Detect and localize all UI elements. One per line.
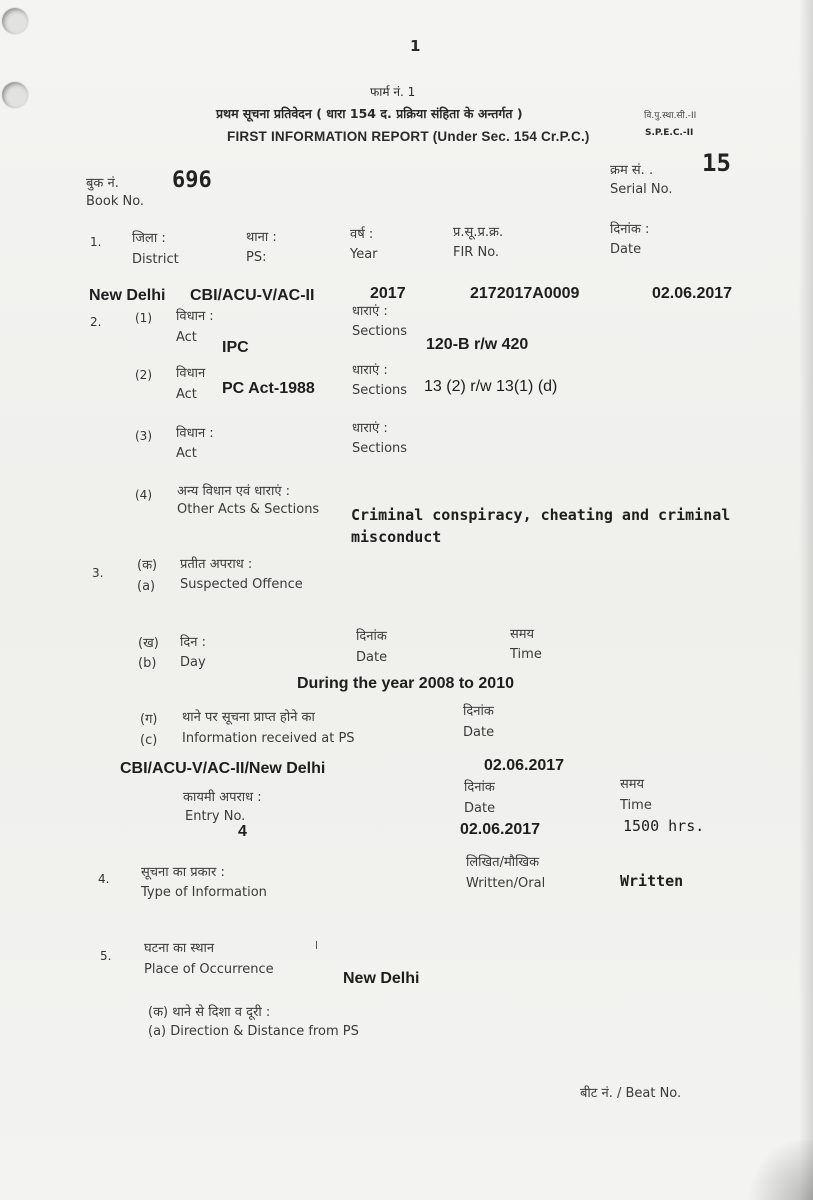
- ink-mark: [316, 941, 317, 949]
- page-number: 1: [410, 37, 421, 55]
- other-acts-label-hindi: अन्य विधान एवं धाराएं :: [177, 484, 291, 499]
- entry-time-label-english: Time: [620, 798, 652, 813]
- offence-time-label-hindi: समय: [510, 627, 535, 642]
- item-3c-index-english: (c): [140, 733, 158, 748]
- suspected-offence-label-english: Suspected Offence: [180, 577, 303, 592]
- fir-date-value: 02.06.2017: [652, 285, 733, 302]
- sections-1-label-english: Sections: [352, 324, 408, 339]
- act-1-label-hindi: विधान :: [176, 309, 214, 324]
- entry-label-hindi: कायमी अपराध :: [183, 790, 262, 805]
- item-2-number: 2.: [90, 315, 102, 329]
- punch-hole: [2, 8, 28, 34]
- entry-date-label-english: Date: [464, 801, 496, 816]
- place-label-hindi: घटना का स्थान: [144, 941, 215, 956]
- info-type-label-hindi: सूचना का प्रकार :: [141, 865, 225, 880]
- info-date-value: 02.06.2017: [484, 757, 565, 774]
- ps-value: CBI/ACU-V/AC-II: [190, 287, 315, 304]
- entry-time-value: 1500 hrs.: [623, 817, 705, 835]
- item-3a-index-english: (a): [137, 579, 156, 594]
- other-acts-index: (4): [135, 488, 152, 502]
- info-received-label-hindi: थाने पर सूचना प्राप्त होने का: [182, 710, 315, 725]
- info-received-label-english: Information received at PS: [182, 731, 355, 746]
- written-oral-label-english: Written/Oral: [466, 876, 546, 891]
- spec-hindi: वि.पु.स्था.सी.-II: [644, 111, 697, 121]
- date-label-english: Date: [610, 242, 642, 257]
- fir-label-english: FIR No.: [453, 245, 500, 260]
- item-4-number: 4.: [98, 872, 110, 886]
- entry-number-value: 4: [238, 823, 247, 840]
- place-label-english: Place of Occurrence: [144, 962, 274, 977]
- year-label-english: Year: [350, 247, 378, 262]
- sections-1-label-hindi: धाराएं :: [352, 304, 388, 319]
- punch-hole: [2, 82, 28, 108]
- district-label-hindi: जिला :: [132, 231, 166, 246]
- direction-label-hindi: (क) थाने से दिशा व दूरी :: [148, 1005, 271, 1020]
- sections-1-value: 120-B r/w 420: [426, 336, 529, 353]
- district-value: New Delhi: [89, 287, 166, 304]
- info-type-label-english: Type of Information: [141, 885, 267, 900]
- act-2-label-english: Act: [176, 387, 197, 402]
- serial-label-hindi: क्रम सं. .: [610, 163, 654, 178]
- district-label-english: District: [132, 252, 179, 267]
- item-5-number: 5.: [100, 949, 112, 963]
- act-1-index: (1): [135, 311, 152, 325]
- book-label-hindi: बुक नं.: [86, 176, 119, 191]
- sections-2-value: 13 (2) r/w 13(1) (d): [424, 378, 558, 395]
- day-label-english: Day: [180, 655, 206, 670]
- act-3-label-hindi: विधान :: [176, 426, 214, 441]
- item-3c-index-hindi: (ग): [140, 712, 158, 727]
- day-label-hindi: दिन :: [180, 635, 206, 650]
- offence-period-value: During the year 2008 to 2010: [297, 675, 514, 692]
- other-acts-label-english: Other Acts & Sections: [177, 502, 320, 517]
- suspected-offence-label-hindi: प्रतीत अपराध :: [180, 557, 253, 572]
- sections-3-label-hindi: धाराएं :: [352, 421, 388, 436]
- serial-label-english: Serial No.: [610, 182, 673, 197]
- item-3b-index-english: (b): [138, 656, 157, 671]
- act-2-index: (2): [135, 368, 152, 382]
- offence-date-label-hindi: दिनांक: [356, 629, 387, 644]
- written-oral-label-hindi: लिखित/मौखिक: [466, 855, 540, 870]
- form-number-hindi: फार्म नं. 1: [370, 85, 416, 99]
- other-acts-value-line2: misconduct: [351, 528, 442, 546]
- offence-date-label-english: Date: [356, 650, 388, 665]
- entry-label-english: Entry No.: [185, 809, 246, 824]
- title-hindi: प्रथम सूचना प्रतिवेदन ( धारा 154 द. प्रक्रिया संहिता के अन्तर्गत ): [216, 106, 523, 121]
- book-number-value: 696: [172, 168, 212, 193]
- entry-date-value: 02.06.2017: [460, 821, 541, 838]
- serial-number-value: 15: [702, 149, 731, 177]
- info-date-label-hindi: दिनांक: [463, 704, 494, 719]
- item-3b-index-hindi: (ख): [138, 636, 159, 651]
- offence-time-label-english: Time: [510, 647, 542, 662]
- page-edge-shadow: [799, 0, 813, 1200]
- date-label-hindi: दिनांक :: [610, 222, 650, 237]
- sections-2-label-hindi: धाराएं :: [352, 363, 388, 378]
- title-english: FIRST INFORMATION REPORT (Under Sec. 154 Cr.P.C.): [227, 129, 590, 144]
- item-3-number: 3.: [92, 566, 104, 580]
- ps-label-hindi: थाना :: [246, 230, 277, 245]
- info-type-value: Written: [620, 872, 684, 890]
- act-2-label-hindi: विधान: [176, 366, 206, 381]
- entry-date-label-hindi: दिनांक: [464, 780, 495, 795]
- page-corner-shadow: [743, 1140, 813, 1200]
- beat-number-label: बीट नं. / Beat No.: [580, 1086, 682, 1101]
- item-3a-index-hindi: (क): [137, 558, 158, 573]
- year-label-hindi: वर्ष :: [350, 227, 374, 242]
- other-acts-value-line1: Criminal conspiracy, cheating and criminal: [351, 506, 731, 524]
- sections-3-label-english: Sections: [352, 441, 408, 456]
- place-value: New Delhi: [343, 970, 420, 987]
- act-3-label-english: Act: [176, 446, 197, 461]
- book-label-english: Book No.: [86, 194, 145, 209]
- info-ps-value: CBI/ACU-V/AC-II/New Delhi: [120, 760, 326, 777]
- year-value: 2017: [370, 285, 406, 302]
- act-1-label-english: Act: [176, 330, 197, 345]
- direction-label-english: (a) Direction & Distance from PS: [148, 1024, 359, 1039]
- item-1-number: 1.: [90, 235, 102, 249]
- act-1-value: IPC: [222, 339, 249, 356]
- ps-label-english: PS:: [246, 250, 267, 265]
- spec-english: S.P.E.C.-II: [645, 128, 694, 138]
- act-2-value: PC Act-1988: [222, 380, 315, 397]
- act-3-index: (3): [135, 429, 152, 443]
- sections-2-label-english: Sections: [352, 383, 408, 398]
- info-date-label-english: Date: [463, 725, 495, 740]
- fir-label-hindi: प्र.सू.प्र.क्र.: [453, 225, 504, 240]
- fir-number-value: 2172017A0009: [470, 285, 580, 302]
- entry-time-label-hindi: समय: [620, 777, 645, 792]
